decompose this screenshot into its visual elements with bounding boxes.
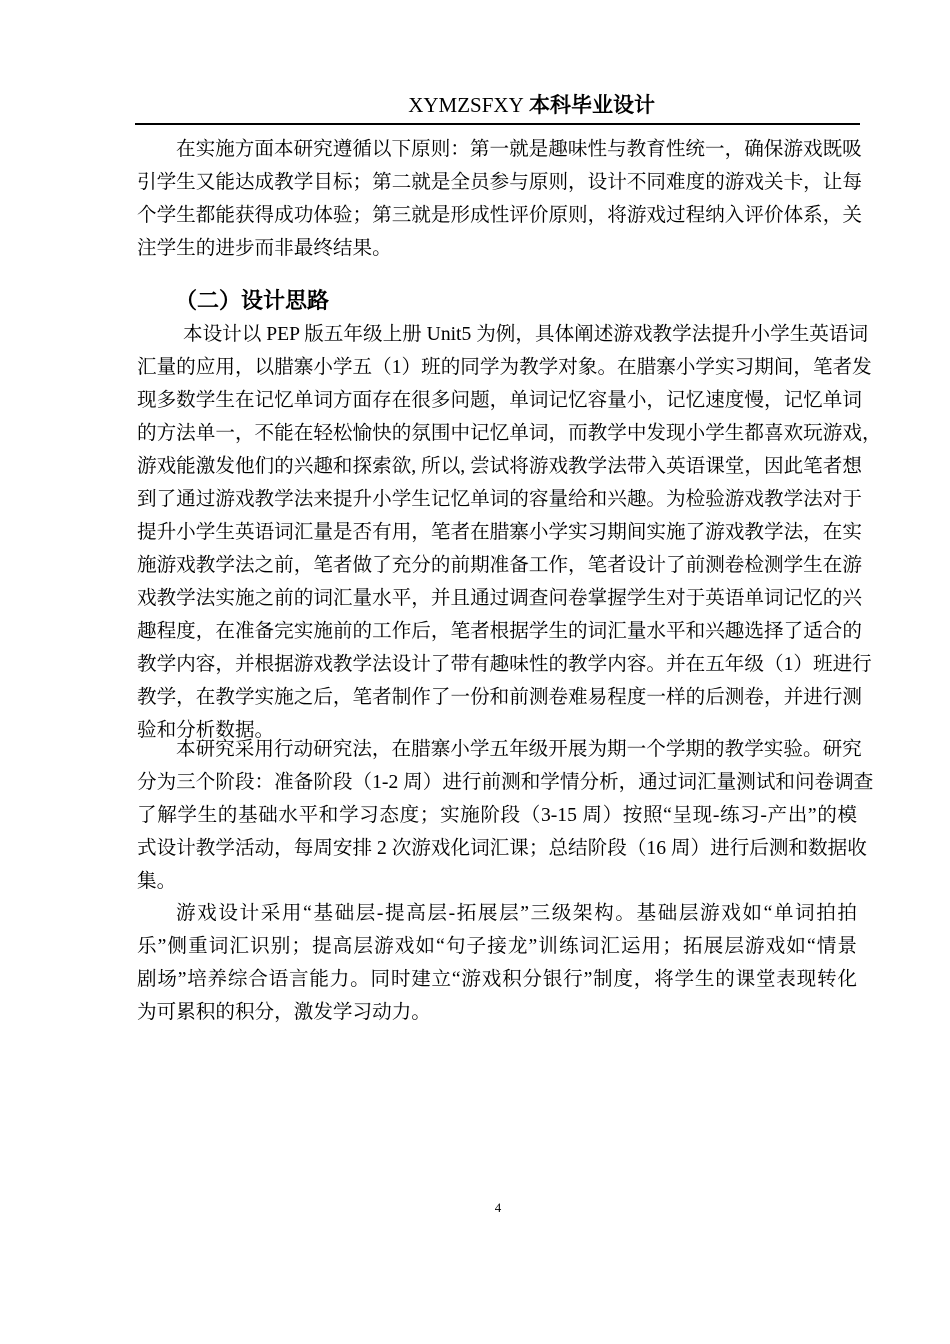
text-line: 戏教学法实施之前的词汇量水平，并且通过调查问卷掌握学生对于英语单词记忆的兴 <box>137 588 862 609</box>
text-line: 现多数学生在记忆单词方面存在很多问题，单词记忆容量小，记忆速度慢，记忆单词 <box>137 390 862 411</box>
text-line: 集。 <box>137 871 177 892</box>
text-line: 注学生的进步而非最终结果。 <box>137 238 392 259</box>
text-line: 分为三个阶段：准备阶段（1-2 周）进行前测和学情分析，通过词汇量测试和问卷调查 <box>137 772 874 793</box>
text-line: 提升小学生英语词汇量是否有用，笔者在腊寨小学实习期间实施了游戏教学法，在实 <box>137 522 862 543</box>
text-line: 的方法单一，不能在轻松愉快的氛围中记忆单词，而教学中发现小学生都喜欢玩游戏， <box>137 423 882 444</box>
page-number: 4 <box>494 1200 502 1215</box>
text-line: 本设计以 PEP 版五年级上册 Unit5 为例，具体阐述游戏教学法提升小学生英语词 <box>183 324 869 345</box>
text-line: 到了通过游戏教学法来提升小学生记忆单词的容量给和兴趣。为检验游戏教学法对于 <box>137 489 862 510</box>
text-line: 汇量的应用，以腊寨小学五（1）班的同学为教学对象。在腊寨小学实习期间，笔者发 <box>137 357 872 378</box>
header-school-code: XYMZSFXY <box>408 93 524 117</box>
text-line: 游戏能激发他们的兴趣和探索欲, 所以, 尝试将游戏教学法带入英语课堂，因此笔者想 <box>137 456 862 477</box>
paragraph-4 <box>137 897 857 1029</box>
text-line: 施游戏教学法之前，笔者做了充分的前期准备工作，笔者设计了前测卷检测学生在游 <box>137 555 862 576</box>
text-line: 验和分析数据。 <box>137 720 275 741</box>
text-line: 个学生都能获得成功体验；第三就是形成性评价原则，将游戏过程纳入评价体系，关 <box>137 205 862 226</box>
text-line: 乐”侧重词汇识别；提高层游戏如“句子接龙”训练词汇运用；拓展层游戏如“情景 <box>137 936 857 957</box>
text-line: 本研究采用行动研究法，在腊寨小学五年级开展为期一个学期的教学实验。研究 <box>176 739 862 760</box>
page-header <box>135 90 860 120</box>
header-rule <box>135 123 860 125</box>
text-line: 剧场”培养综合语言能力。同时建立“游戏积分银行”制度，将学生的课堂表现转化 <box>137 969 857 990</box>
text-line: 式设计教学活动，每周安排 2 次游戏化词汇课；总结阶段（16 周）进行后测和数据收 <box>137 838 867 859</box>
text-line: 引学生又能达成教学目标；第二就是全员参与原则，设计不同难度的游戏关卡，让每 <box>137 172 862 193</box>
text-line: 为可累积的积分，激发学习动力。 <box>137 1002 431 1023</box>
text-line: 趣程度，在准备完实施前的工作后，笔者根据学生的词汇量水平和兴趣选择了适合的 <box>137 621 862 642</box>
header-title: 本科毕业设计 <box>529 93 655 117</box>
text-line: 教学内容，并根据游戏教学法设计了带有趣味性的教学内容。并在五年级（1）班进行 <box>137 654 872 675</box>
section-heading: （二）设计思路 <box>175 289 330 314</box>
paragraph-3 <box>137 733 874 898</box>
paragraph-1 <box>137 133 862 265</box>
text-line: 教学，在教学实施之后，笔者制作了一份和前测卷难易程度一样的后测卷，并进行测 <box>137 687 862 708</box>
text-line: 在实施方面本研究遵循以下原则：第一就是趣味性与教育性统一，确保游戏既吸 <box>176 139 862 160</box>
text-line: 了解学生的基础水平和学习态度；实施阶段（3-15 周）按照“呈现-练习-产出”的模 <box>137 805 857 826</box>
text-line: 游戏设计采用“基础层-提高层-拓展层”三级架构。基础层游戏如“单词拍拍 <box>176 903 857 924</box>
paragraph-2 <box>137 318 882 747</box>
